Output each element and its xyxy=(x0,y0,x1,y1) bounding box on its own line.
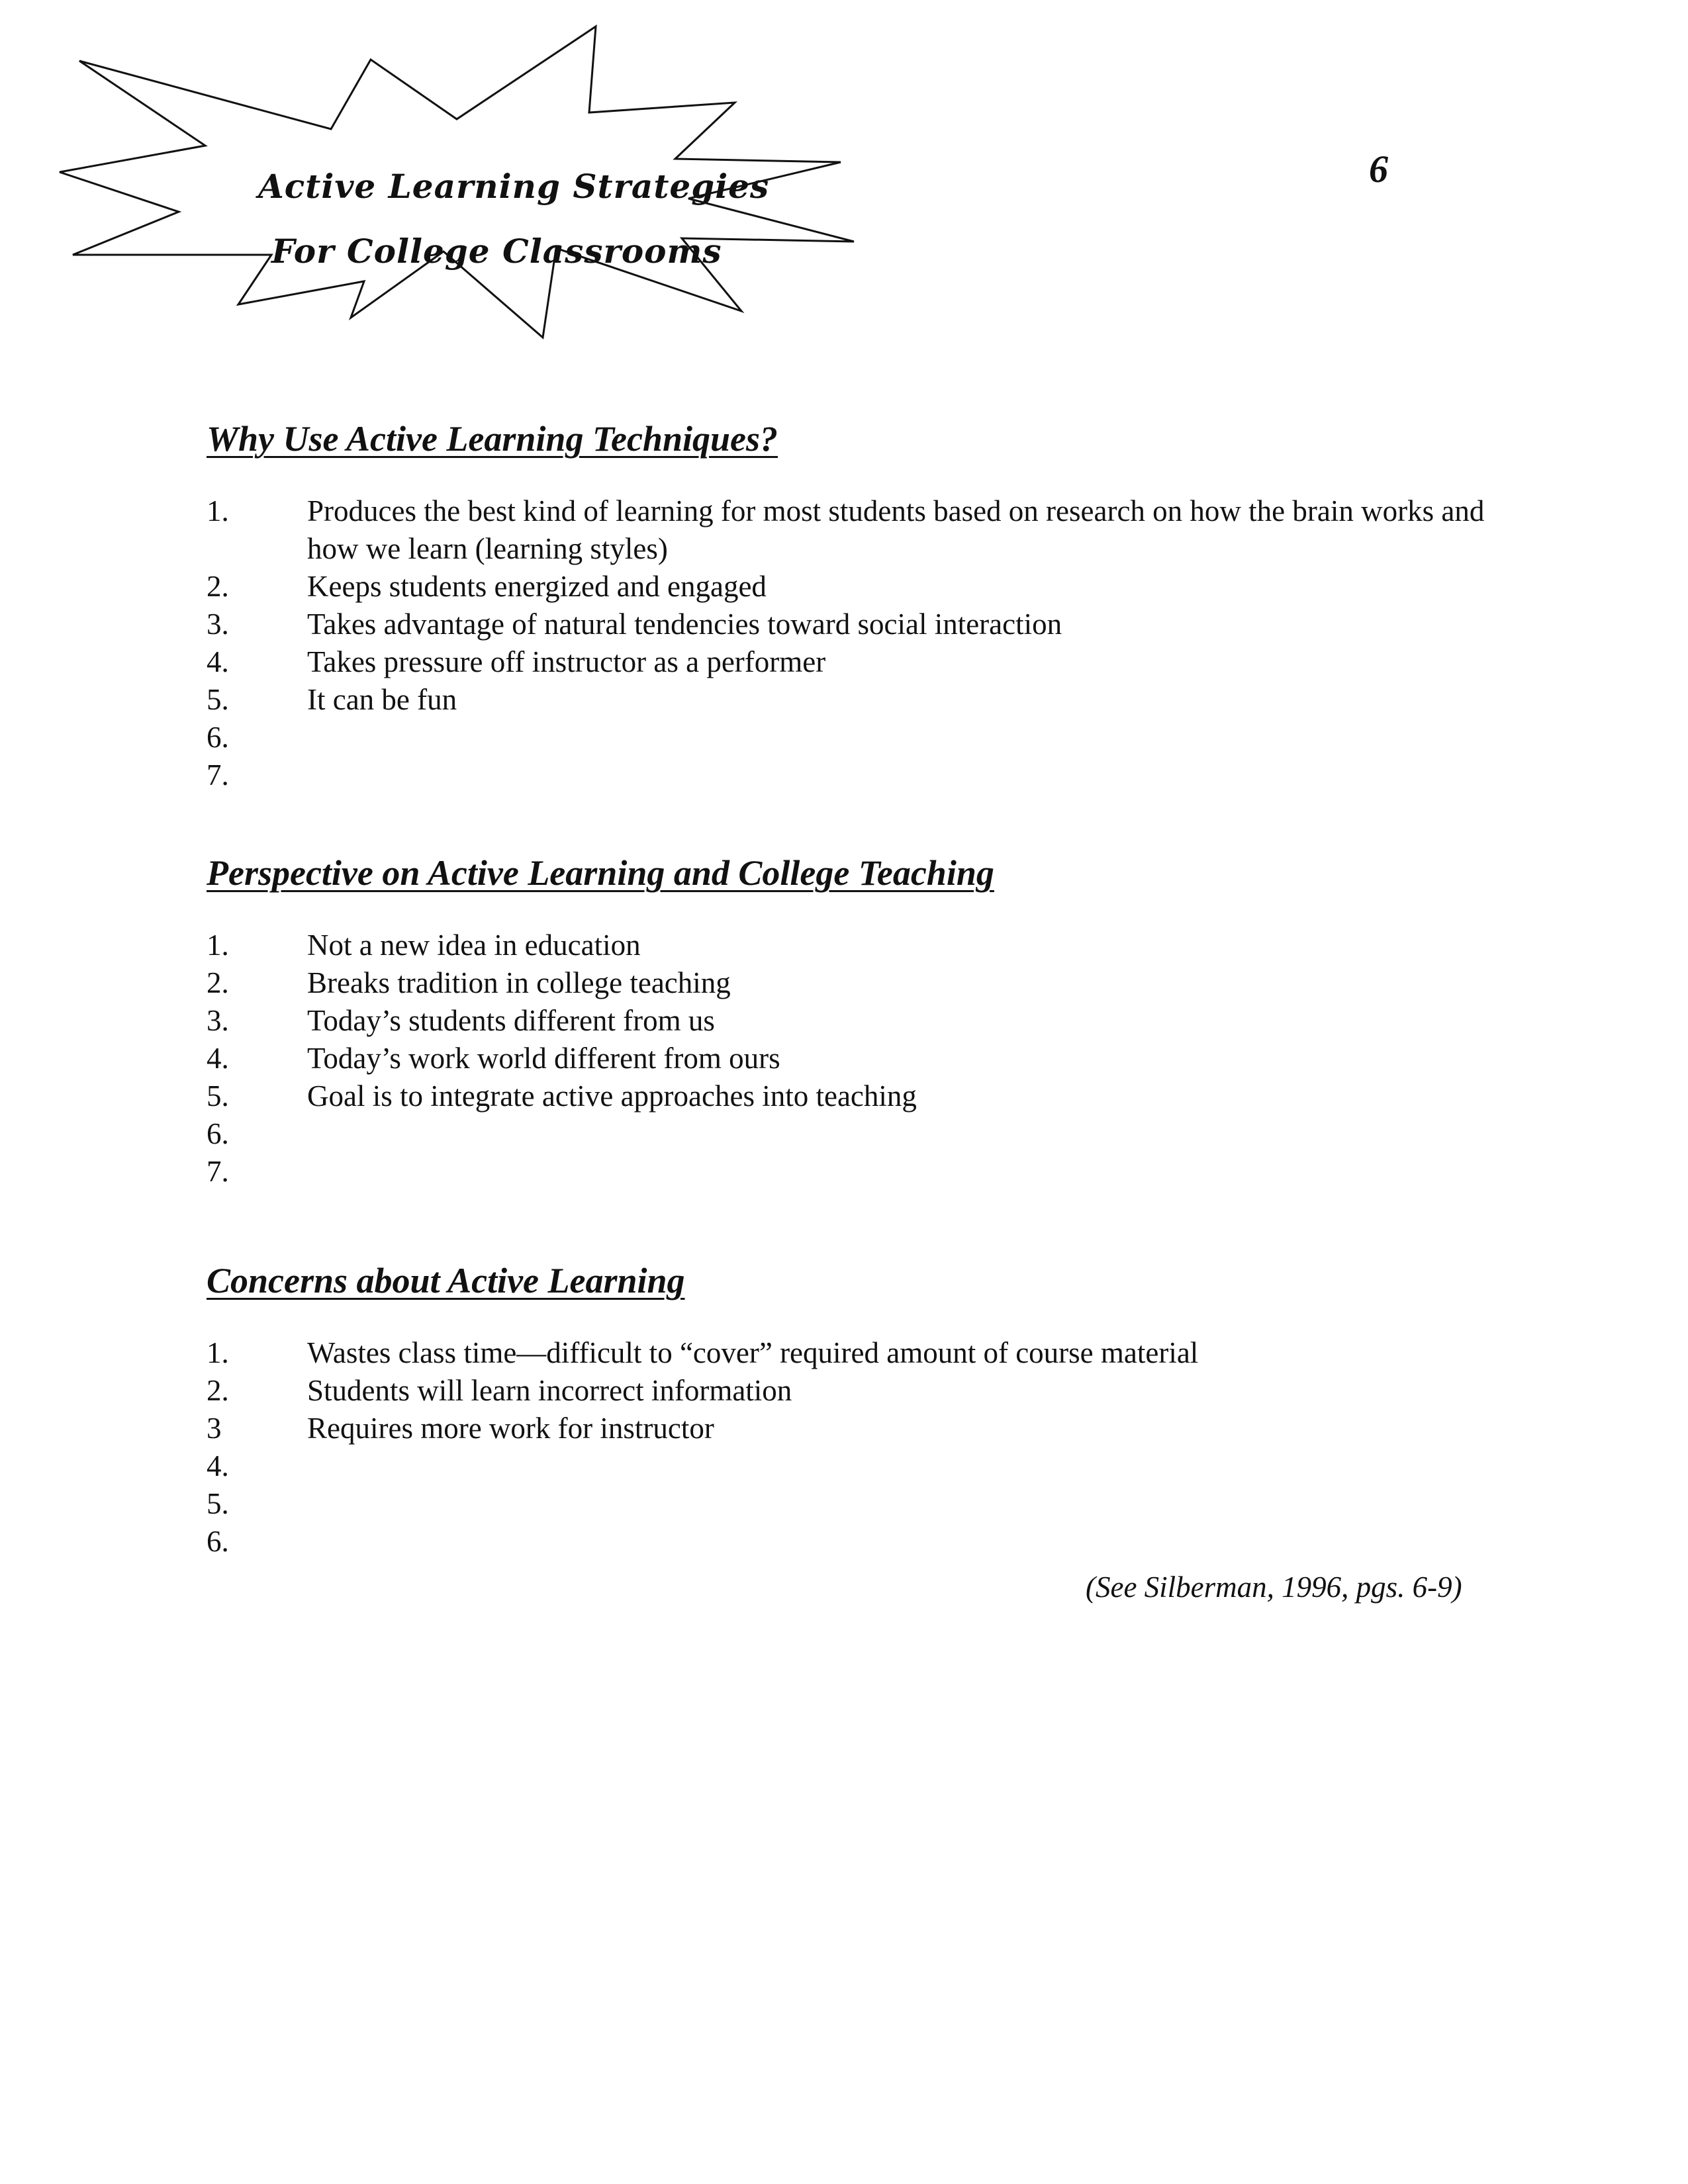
item-text: Keeps students energized and engaged xyxy=(307,570,767,603)
list-item xyxy=(207,1447,1530,1485)
item-number: 2. xyxy=(207,966,229,999)
section-heading: Concerns about Active Learning xyxy=(207,1261,685,1300)
item-text: Students will learn incorrect information xyxy=(307,1374,792,1407)
list-item xyxy=(207,1410,1530,1447)
item-text: Requires more work for instructor xyxy=(307,1412,714,1445)
section-perspective xyxy=(207,851,1530,1191)
item-number: 4. xyxy=(207,1449,229,1482)
list-item xyxy=(207,1077,1530,1115)
list-item xyxy=(207,1485,1530,1523)
item-text: Breaks tradition in college teaching xyxy=(307,966,731,999)
item-number: 3 xyxy=(207,1412,222,1445)
item-number: 2. xyxy=(207,570,229,603)
list-item xyxy=(207,964,1530,1002)
item-number: 6. xyxy=(207,721,229,754)
list-item xyxy=(207,1153,1530,1191)
list-item xyxy=(207,492,1530,568)
list-item xyxy=(207,1115,1530,1153)
item-text: Takes advantage of natural tendencies toward social interaction xyxy=(307,608,1062,641)
item-number: 3. xyxy=(207,1004,229,1037)
list-item xyxy=(207,1334,1530,1372)
item-text: Today’s work world different from ours xyxy=(307,1042,780,1075)
item-text: Not a new idea in education xyxy=(307,929,641,962)
item-number: 4. xyxy=(207,645,229,678)
item-number: 5. xyxy=(207,1079,229,1113)
logo-title-line2: For College Classrooms xyxy=(271,232,722,271)
item-number: 3. xyxy=(207,608,229,641)
citation: (See Silberman, 1996, pgs. 6-9) xyxy=(1086,1570,1462,1604)
item-text: Produces the best kind of learning for most students based on research on how the brain works and how we learn (learning styles) xyxy=(307,494,1485,565)
list-item xyxy=(207,1523,1530,1561)
list-item xyxy=(207,606,1530,643)
item-text: Takes pressure off instructor as a performer xyxy=(307,645,826,678)
list-item xyxy=(207,1040,1530,1077)
list-item xyxy=(207,568,1530,606)
logo-title-line1: Active Learning Strategies xyxy=(258,167,770,206)
item-number: 6. xyxy=(207,1525,229,1558)
item-number: 4. xyxy=(207,1042,229,1075)
section-heading: Perspective on Active Learning and College Teaching xyxy=(207,853,994,893)
title-starburst xyxy=(53,20,874,390)
section-concerns xyxy=(207,1259,1530,1561)
item-number: 7. xyxy=(207,758,229,792)
item-text: Wastes class time—difficult to “cover” required amount of course material xyxy=(307,1336,1199,1369)
list-item xyxy=(207,681,1530,719)
item-number: 7. xyxy=(207,1155,229,1188)
item-number: 6. xyxy=(207,1117,229,1150)
list-item xyxy=(207,927,1530,964)
item-text: Today’s students different from us xyxy=(307,1004,715,1037)
item-number: 1. xyxy=(207,929,229,962)
list-item xyxy=(207,1002,1530,1040)
list-item xyxy=(207,719,1530,756)
item-text: It can be fun xyxy=(307,683,457,716)
item-number: 1. xyxy=(207,1336,229,1369)
item-number: 1. xyxy=(207,494,229,527)
page-number: 6 xyxy=(1369,148,1388,191)
section-heading: Why Use Active Learning Techniques? xyxy=(207,419,778,459)
list-item xyxy=(207,1372,1530,1410)
item-number: 2. xyxy=(207,1374,229,1407)
list-item xyxy=(207,756,1530,794)
item-text: Goal is to integrate active approaches into teaching xyxy=(307,1079,917,1113)
section-why-use xyxy=(207,417,1530,794)
item-number: 5. xyxy=(207,1487,229,1520)
item-number: 5. xyxy=(207,683,229,716)
list-item xyxy=(207,643,1530,681)
